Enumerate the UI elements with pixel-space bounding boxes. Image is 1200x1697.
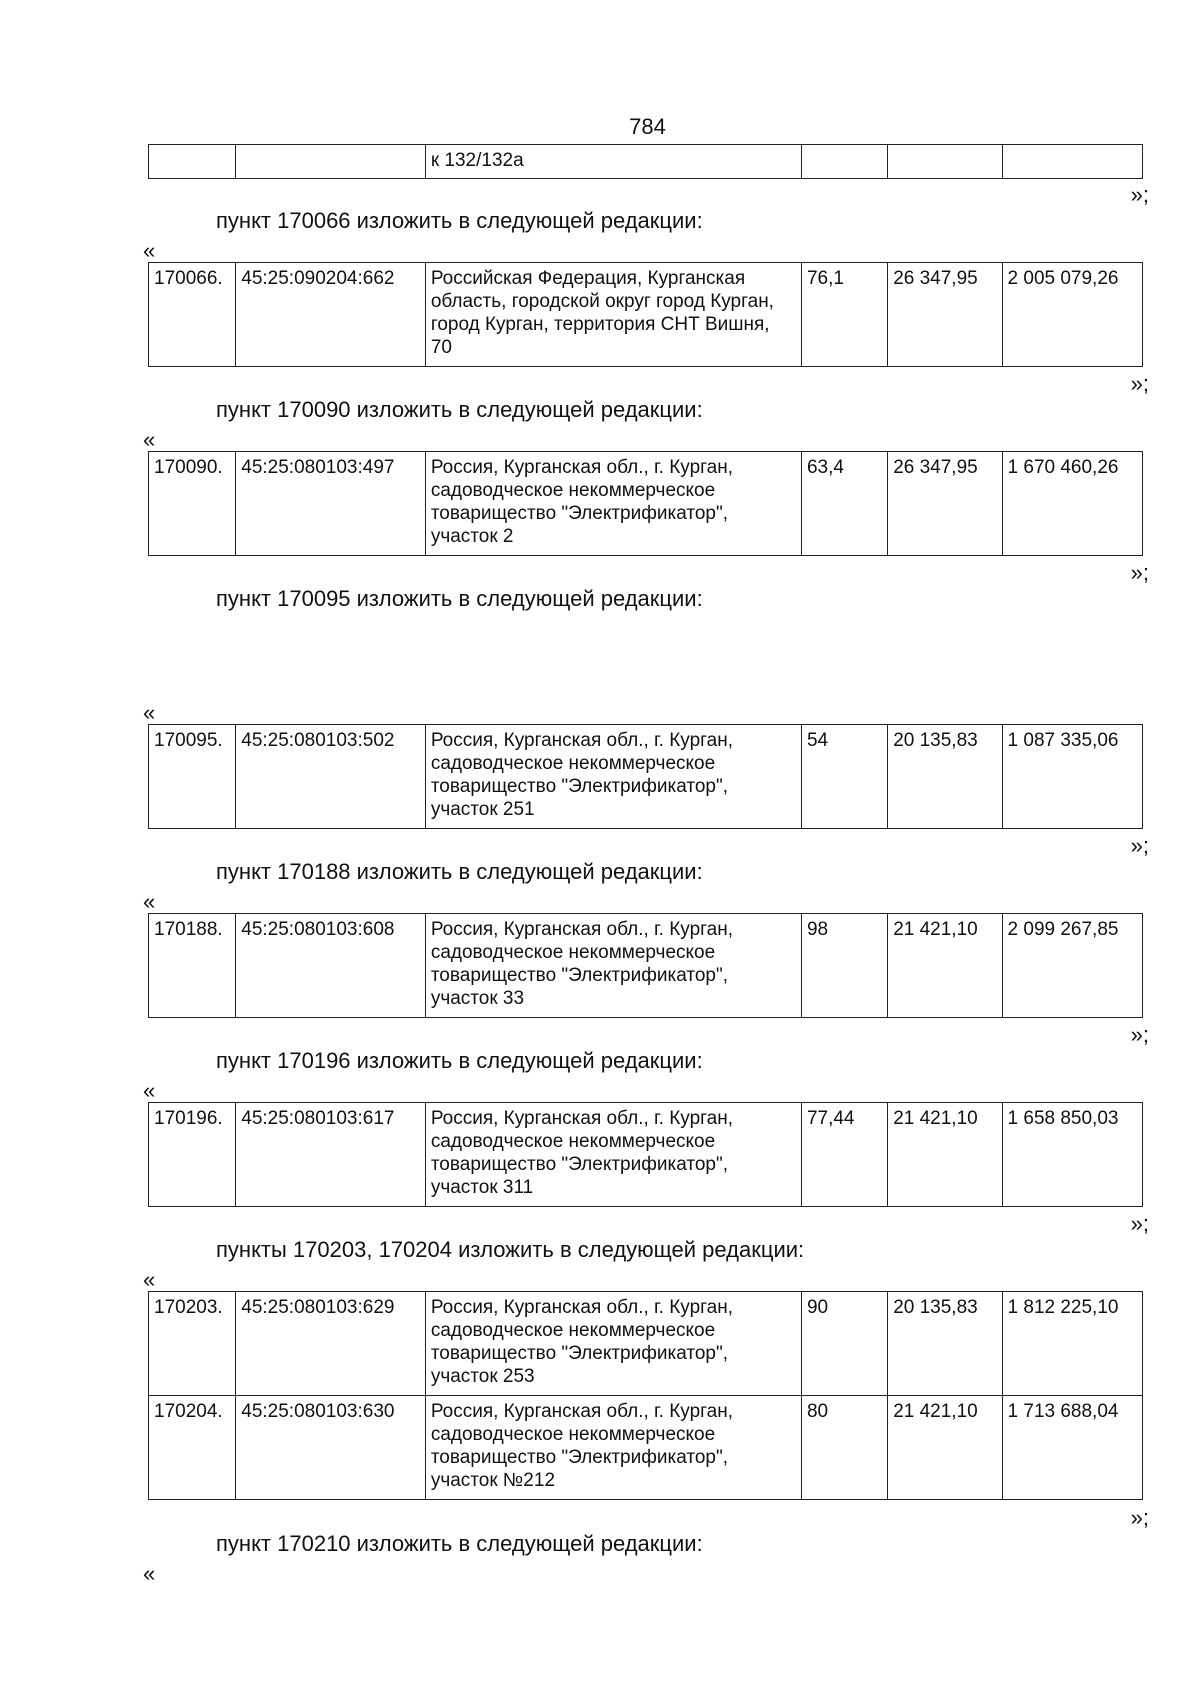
table-row — [149, 1292, 1143, 1396]
cell-address: к 132/132а — [425, 145, 801, 179]
closing-quote: »; — [1130, 833, 1149, 858]
cell-rate — [888, 145, 1002, 179]
closing-quote: »; — [1130, 1505, 1149, 1530]
cell-area: 98 — [801, 914, 887, 1018]
cell-area: 80 — [801, 1396, 887, 1500]
cell-number: 170066. — [149, 263, 236, 367]
opening-quote: « — [143, 1267, 156, 1292]
closing-quote: »; — [1130, 560, 1149, 585]
cell-value: 1 670 460,26 — [1002, 452, 1142, 556]
section-table — [148, 451, 1143, 556]
cell-number: 170090. — [149, 452, 236, 556]
cell-cadastral: 45:25:080103:630 — [236, 1396, 426, 1500]
cell-value: 1 658 850,03 — [1002, 1103, 1142, 1207]
section-table — [148, 913, 1143, 1018]
cell-area: 76,1 — [801, 263, 887, 367]
section-table — [148, 724, 1143, 829]
opening-quote: « — [143, 700, 156, 725]
cell-number: 170203. — [149, 1292, 236, 1396]
section-heading: пункты 170203, 170204 изложить в следующей редакции: — [216, 1237, 805, 1262]
cell-number — [149, 145, 236, 179]
opening-quote: « — [143, 889, 156, 914]
cell-area: 63,4 — [801, 452, 887, 556]
cell-cadastral: 45:25:080103:629 — [236, 1292, 426, 1396]
cell-number: 170196. — [149, 1103, 236, 1207]
table-row — [149, 725, 1143, 829]
cell-address: Россия, Курганская обл., г. Курган, садоводческое некоммерческое товарищество "Электрификатор", участок 253 — [425, 1292, 801, 1396]
cell-rate: 26 347,95 — [888, 452, 1002, 556]
cell-number: 170188. — [149, 914, 236, 1018]
section-heading: пункт 170196 изложить в следующей редакции: — [216, 1048, 703, 1073]
cell-area: 54 — [801, 725, 887, 829]
cell-rate: 21 421,10 — [888, 1103, 1002, 1207]
cell-rate: 21 421,10 — [888, 1396, 1002, 1500]
cell-address: Российская Федерация, Курганская область, городской округ город Курган, город Курган, территория СНТ Вишня, 70 — [425, 263, 801, 367]
opening-quote: « — [143, 1078, 156, 1103]
closing-quote: »; — [1130, 1022, 1149, 1047]
section-heading: пункт 170095 изложить в следующей редакции: — [216, 586, 703, 611]
cell-cadastral: 45:25:080103:497 — [236, 452, 426, 556]
section-heading: пункт 170188 изложить в следующей редакции: — [216, 859, 703, 884]
section-heading: пункт 170210 изложить в следующей редакции: — [216, 1531, 703, 1556]
cell-value: 1 713 688,04 — [1002, 1396, 1142, 1500]
cell-address: Россия, Курганская обл., г. Курган, садоводческое некоммерческое товарищество "Электрификатор", участок 2 — [425, 452, 801, 556]
cell-rate: 20 135,83 — [888, 1292, 1002, 1396]
cell-rate: 26 347,95 — [888, 263, 1002, 367]
continued-table — [148, 144, 1143, 179]
table-row — [149, 914, 1143, 1018]
cell-cadastral: 45:25:090204:662 — [236, 263, 426, 367]
cell-address: Россия, Курганская обл., г. Курган, садоводческое некоммерческое товарищество "Электрификатор", участок 251 — [425, 725, 801, 829]
cell-number: 170095. — [149, 725, 236, 829]
table-row — [149, 452, 1143, 556]
opening-quote: « — [143, 1561, 156, 1586]
cell-cadastral: 45:25:080103:617 — [236, 1103, 426, 1207]
section-table — [148, 1102, 1143, 1207]
cell-area: 90 — [801, 1292, 887, 1396]
opening-quote: « — [143, 427, 156, 452]
cell-cadastral — [236, 145, 426, 179]
cell-rate: 21 421,10 — [888, 914, 1002, 1018]
page-number: 784 — [629, 114, 666, 139]
section-table — [148, 1291, 1143, 1500]
table-row — [149, 1396, 1143, 1500]
closing-quote: »; — [1130, 1211, 1149, 1236]
cell-address: Россия, Курганская обл., г. Курган, садоводческое некоммерческое товарищество "Электрификатор", участок 311 — [425, 1103, 801, 1207]
cell-address: Россия, Курганская обл., г. Курган, садоводческое некоммерческое товарищество "Электрификатор", участок 33 — [425, 914, 801, 1018]
cell-area: 77,44 — [801, 1103, 887, 1207]
opening-quote: « — [143, 238, 156, 263]
cell-value: 2 099 267,85 — [1002, 914, 1142, 1018]
cell-value: 2 005 079,26 — [1002, 263, 1142, 367]
section-heading: пункт 170066 изложить в следующей редакции: — [216, 208, 703, 233]
cell-value — [1002, 145, 1142, 179]
cell-value: 1 087 335,06 — [1002, 725, 1142, 829]
cell-address: Россия, Курганская обл., г. Курган, садоводческое некоммерческое товарищество "Электрификатор", участок №212 — [425, 1396, 801, 1500]
cell-area — [801, 145, 887, 179]
closing-quote: »; — [1130, 371, 1149, 396]
cell-cadastral: 45:25:080103:608 — [236, 914, 426, 1018]
cell-cadastral: 45:25:080103:502 — [236, 725, 426, 829]
cell-rate: 20 135,83 — [888, 725, 1002, 829]
cell-number: 170204. — [149, 1396, 236, 1500]
table-row — [149, 263, 1143, 367]
closing-quote: »; — [1130, 182, 1149, 207]
cell-value: 1 812 225,10 — [1002, 1292, 1142, 1396]
table-row — [149, 145, 1143, 179]
table-row — [149, 1103, 1143, 1207]
section-table — [148, 262, 1143, 367]
section-heading: пункт 170090 изложить в следующей редакции: — [216, 397, 703, 422]
